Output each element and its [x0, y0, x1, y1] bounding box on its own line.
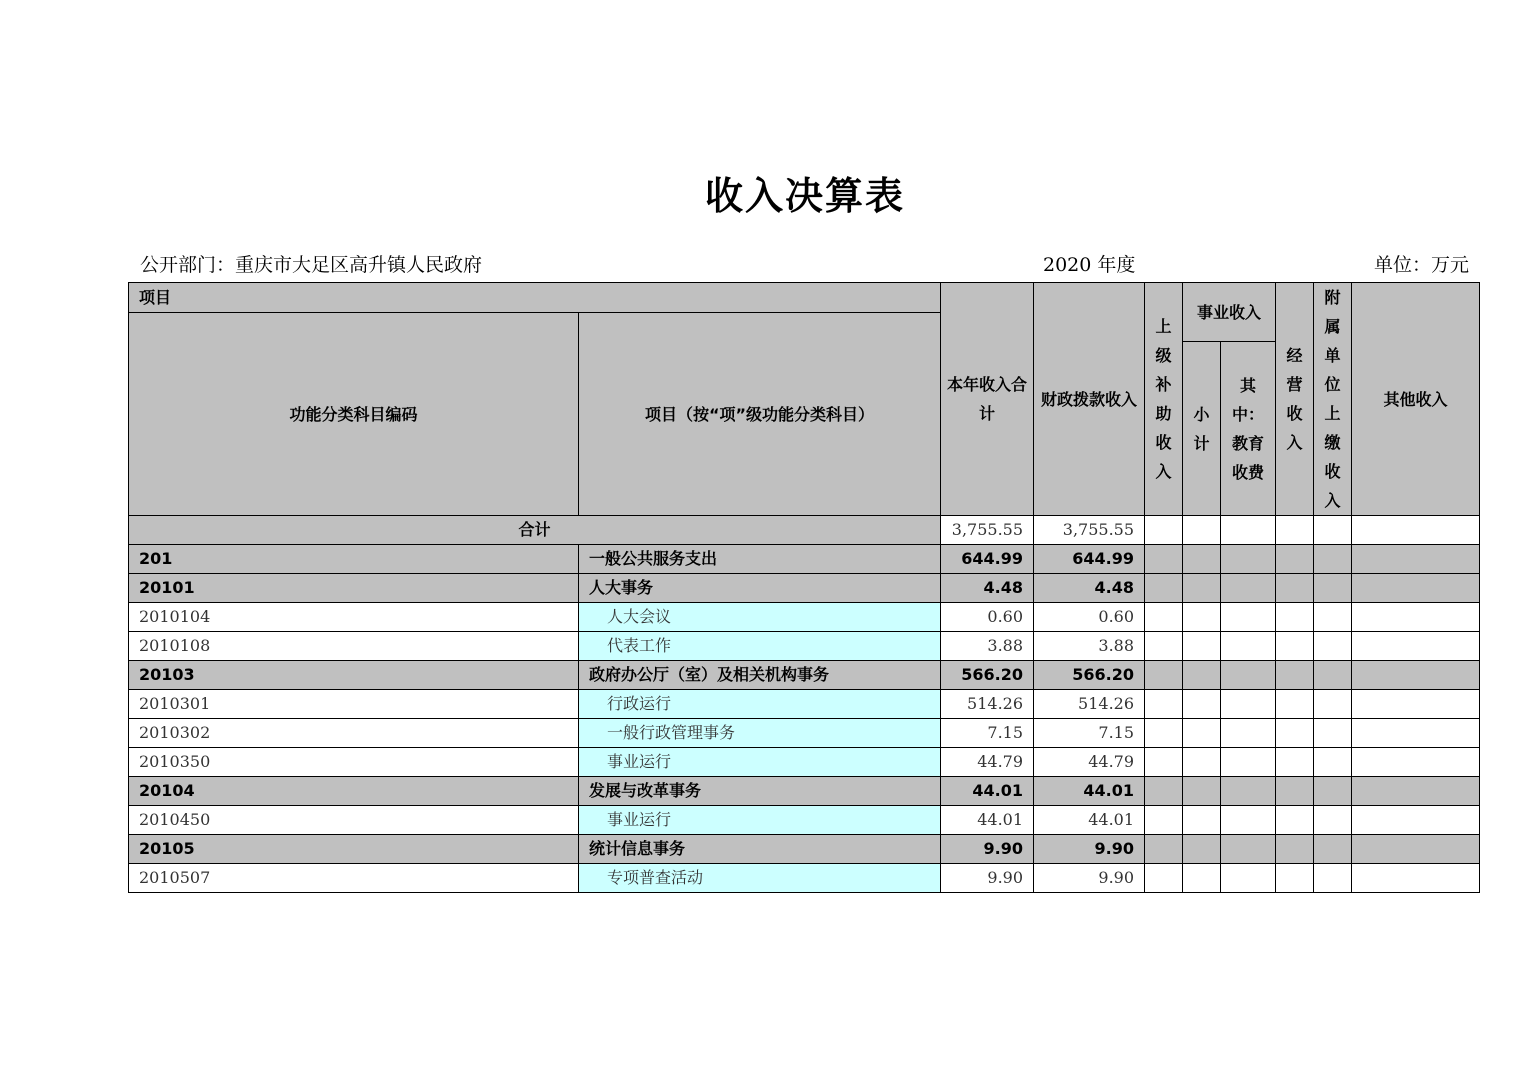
- empty-cell: [1276, 516, 1314, 545]
- empty-cell: [1183, 835, 1221, 864]
- empty-cell: [1314, 545, 1352, 574]
- row-fiscal-income: 44.01: [1034, 777, 1145, 806]
- table-row: [129, 864, 1480, 893]
- empty-cell: [1145, 545, 1183, 574]
- header-total-income: [941, 283, 1034, 516]
- header-subtotal: [1183, 342, 1221, 516]
- empty-cell: [1314, 777, 1352, 806]
- empty-cell: [1221, 748, 1276, 777]
- empty-cell: [1352, 719, 1480, 748]
- header-code: 功能分类科目编码: [129, 313, 579, 516]
- total-label: 合计: [129, 516, 941, 545]
- header-superior-subsidy: [1145, 283, 1183, 516]
- income-table: [128, 282, 1480, 893]
- row-name: 统计信息事务: [579, 835, 941, 864]
- header-char: 收费: [1232, 462, 1265, 482]
- table-row: [129, 748, 1480, 777]
- header-char: 属: [1324, 317, 1341, 336]
- empty-cell: [1276, 661, 1314, 690]
- row-code: 2010507: [129, 864, 579, 893]
- empty-cell: [1221, 719, 1276, 748]
- empty-cell: [1221, 574, 1276, 603]
- empty-cell: [1221, 806, 1276, 835]
- empty-cell: [1221, 603, 1276, 632]
- row-code: 20105: [129, 835, 579, 864]
- row-code: 20103: [129, 661, 579, 690]
- header-char: 计: [1193, 433, 1210, 453]
- empty-cell: [1352, 864, 1480, 893]
- row-name: 发展与改革事务: [579, 777, 941, 806]
- header-char: 营: [1286, 375, 1303, 394]
- empty-cell: [1352, 516, 1480, 545]
- row-total-income: 44.79: [941, 748, 1034, 777]
- row-fiscal-income: 44.79: [1034, 748, 1145, 777]
- empty-cell: [1145, 516, 1183, 545]
- row-fiscal-income: 7.15: [1034, 719, 1145, 748]
- table-row: [129, 603, 1480, 632]
- header-total-income-text: 本年收入合计: [947, 375, 1028, 423]
- empty-cell: [1314, 661, 1352, 690]
- row-name: 一般行政管理事务: [579, 719, 941, 748]
- empty-cell: [1276, 545, 1314, 574]
- empty-cell: [1221, 545, 1276, 574]
- empty-cell: [1276, 603, 1314, 632]
- empty-cell: [1314, 719, 1352, 748]
- row-fiscal-income: 44.01: [1034, 806, 1145, 835]
- table-row: [129, 632, 1480, 661]
- row-code: 2010350: [129, 748, 579, 777]
- table-row: [129, 690, 1480, 719]
- empty-cell: [1352, 690, 1480, 719]
- empty-cell: [1183, 748, 1221, 777]
- empty-cell: [1183, 806, 1221, 835]
- row-code: 2010108: [129, 632, 579, 661]
- header-char: 缴: [1324, 433, 1341, 452]
- row-fiscal-income: 514.26: [1034, 690, 1145, 719]
- row-total-income: 566.20: [941, 661, 1034, 690]
- fiscal-year-label: 2020 年度: [1043, 254, 1136, 276]
- row-name: 事业运行: [579, 748, 941, 777]
- row-code: 2010450: [129, 806, 579, 835]
- empty-cell: [1276, 574, 1314, 603]
- empty-cell: [1276, 806, 1314, 835]
- empty-cell: [1314, 690, 1352, 719]
- header-char: 收: [1155, 433, 1172, 452]
- header-char: 教育: [1232, 433, 1265, 453]
- row-code: 2010301: [129, 690, 579, 719]
- header-affiliated-income: [1314, 283, 1352, 516]
- row-code: 20104: [129, 777, 579, 806]
- unit-label: 单位：万元: [1373, 254, 1469, 276]
- empty-cell: [1352, 661, 1480, 690]
- header-char: 收: [1324, 462, 1341, 481]
- row-fiscal-income: 4.48: [1034, 574, 1145, 603]
- total-income-value: 3,755.55: [941, 516, 1034, 545]
- header-char: 收: [1286, 404, 1303, 423]
- row-total-income: 44.01: [941, 777, 1034, 806]
- total-row: [129, 516, 1480, 545]
- header-name: 项目（按“项”级功能分类科目）: [579, 313, 941, 516]
- empty-cell: [1314, 516, 1352, 545]
- row-total-income: 7.15: [941, 719, 1034, 748]
- empty-cell: [1183, 661, 1221, 690]
- header-char: 单: [1324, 346, 1341, 365]
- empty-cell: [1352, 632, 1480, 661]
- row-total-income: 0.60: [941, 603, 1034, 632]
- header-char: 附: [1324, 288, 1341, 307]
- empty-cell: [1183, 777, 1221, 806]
- empty-cell: [1145, 690, 1183, 719]
- header-char: 中：: [1232, 404, 1265, 424]
- header-char: 位: [1324, 375, 1341, 394]
- table-row: [129, 777, 1480, 806]
- empty-cell: [1314, 835, 1352, 864]
- header-char: 小: [1193, 404, 1210, 424]
- row-name: 行政运行: [579, 690, 941, 719]
- empty-cell: [1145, 574, 1183, 603]
- empty-cell: [1221, 690, 1276, 719]
- header-operating-income: [1276, 283, 1314, 516]
- row-name: 专项普查活动: [579, 864, 941, 893]
- row-fiscal-income: 566.20: [1034, 661, 1145, 690]
- table-row: [129, 661, 1480, 690]
- empty-cell: [1145, 806, 1183, 835]
- header-char: 入: [1155, 462, 1172, 481]
- empty-cell: [1314, 574, 1352, 603]
- empty-cell: [1183, 632, 1221, 661]
- empty-cell: [1183, 719, 1221, 748]
- header-char: 补: [1155, 375, 1172, 394]
- row-fiscal-income: 9.90: [1034, 835, 1145, 864]
- empty-cell: [1314, 603, 1352, 632]
- row-name: 代表工作: [579, 632, 941, 661]
- row-total-income: 3.88: [941, 632, 1034, 661]
- empty-cell: [1183, 545, 1221, 574]
- row-name: 人大事务: [579, 574, 941, 603]
- empty-cell: [1145, 777, 1183, 806]
- header-fiscal-income-text: 财政拨款收入: [1041, 389, 1138, 409]
- header-char: 入: [1286, 433, 1303, 452]
- row-name: 一般公共服务支出: [579, 545, 941, 574]
- empty-cell: [1352, 603, 1480, 632]
- row-code: 2010302: [129, 719, 579, 748]
- table-row: [129, 574, 1480, 603]
- header-char: 经: [1286, 346, 1303, 365]
- empty-cell: [1145, 603, 1183, 632]
- department-label: 公开部门：重庆市大足区高升镇人民政府: [140, 254, 483, 276]
- empty-cell: [1145, 835, 1183, 864]
- empty-cell: [1183, 864, 1221, 893]
- header-char: 助: [1155, 404, 1172, 423]
- row-fiscal-income: 3.88: [1034, 632, 1145, 661]
- empty-cell: [1221, 516, 1276, 545]
- row-fiscal-income: 644.99: [1034, 545, 1145, 574]
- header-char: 上: [1324, 404, 1341, 423]
- empty-cell: [1352, 806, 1480, 835]
- empty-cell: [1314, 632, 1352, 661]
- empty-cell: [1183, 690, 1221, 719]
- empty-cell: [1352, 545, 1480, 574]
- empty-cell: [1221, 661, 1276, 690]
- total-fiscal-value: 3,755.55: [1034, 516, 1145, 545]
- empty-cell: [1276, 835, 1314, 864]
- row-fiscal-income: 0.60: [1034, 603, 1145, 632]
- empty-cell: [1221, 835, 1276, 864]
- header-char: 上: [1155, 317, 1172, 336]
- header-fiscal-income: [1034, 283, 1145, 516]
- row-name: 事业运行: [579, 806, 941, 835]
- empty-cell: [1183, 603, 1221, 632]
- empty-cell: [1183, 516, 1221, 545]
- header-project: 项目: [129, 283, 941, 313]
- empty-cell: [1276, 719, 1314, 748]
- header-char: 级: [1155, 346, 1172, 365]
- header-business-income: 事业收入: [1183, 283, 1276, 342]
- row-total-income: 44.01: [941, 806, 1034, 835]
- table-row: [129, 719, 1480, 748]
- empty-cell: [1314, 806, 1352, 835]
- row-total-income: 4.48: [941, 574, 1034, 603]
- empty-cell: [1352, 777, 1480, 806]
- empty-cell: [1221, 777, 1276, 806]
- empty-cell: [1276, 777, 1314, 806]
- table-row: [129, 835, 1480, 864]
- row-total-income: 644.99: [941, 545, 1034, 574]
- row-code: 20101: [129, 574, 579, 603]
- row-total-income: 9.90: [941, 864, 1034, 893]
- empty-cell: [1276, 690, 1314, 719]
- row-name: 政府办公厅（室）及相关机构事务: [579, 661, 941, 690]
- row-fiscal-income: 9.90: [1034, 864, 1145, 893]
- empty-cell: [1276, 632, 1314, 661]
- empty-cell: [1352, 835, 1480, 864]
- empty-cell: [1276, 864, 1314, 893]
- table-row: [129, 545, 1480, 574]
- page-title: 收入决算表: [704, 174, 905, 218]
- header-education-fee: [1221, 342, 1276, 516]
- empty-cell: [1145, 661, 1183, 690]
- empty-cell: [1221, 632, 1276, 661]
- empty-cell: [1221, 864, 1276, 893]
- table-row: [129, 806, 1480, 835]
- header-char: 其: [1240, 375, 1257, 395]
- empty-cell: [1145, 632, 1183, 661]
- row-code: 201: [129, 545, 579, 574]
- row-total-income: 9.90: [941, 835, 1034, 864]
- empty-cell: [1352, 748, 1480, 777]
- empty-cell: [1352, 574, 1480, 603]
- row-code: 2010104: [129, 603, 579, 632]
- row-name: 人大会议: [579, 603, 941, 632]
- empty-cell: [1314, 864, 1352, 893]
- row-total-income: 514.26: [941, 690, 1034, 719]
- header-other-income: 其他收入: [1352, 283, 1480, 516]
- empty-cell: [1183, 574, 1221, 603]
- empty-cell: [1145, 864, 1183, 893]
- header-char: 入: [1324, 491, 1341, 510]
- empty-cell: [1314, 748, 1352, 777]
- empty-cell: [1145, 719, 1183, 748]
- empty-cell: [1145, 748, 1183, 777]
- empty-cell: [1276, 748, 1314, 777]
